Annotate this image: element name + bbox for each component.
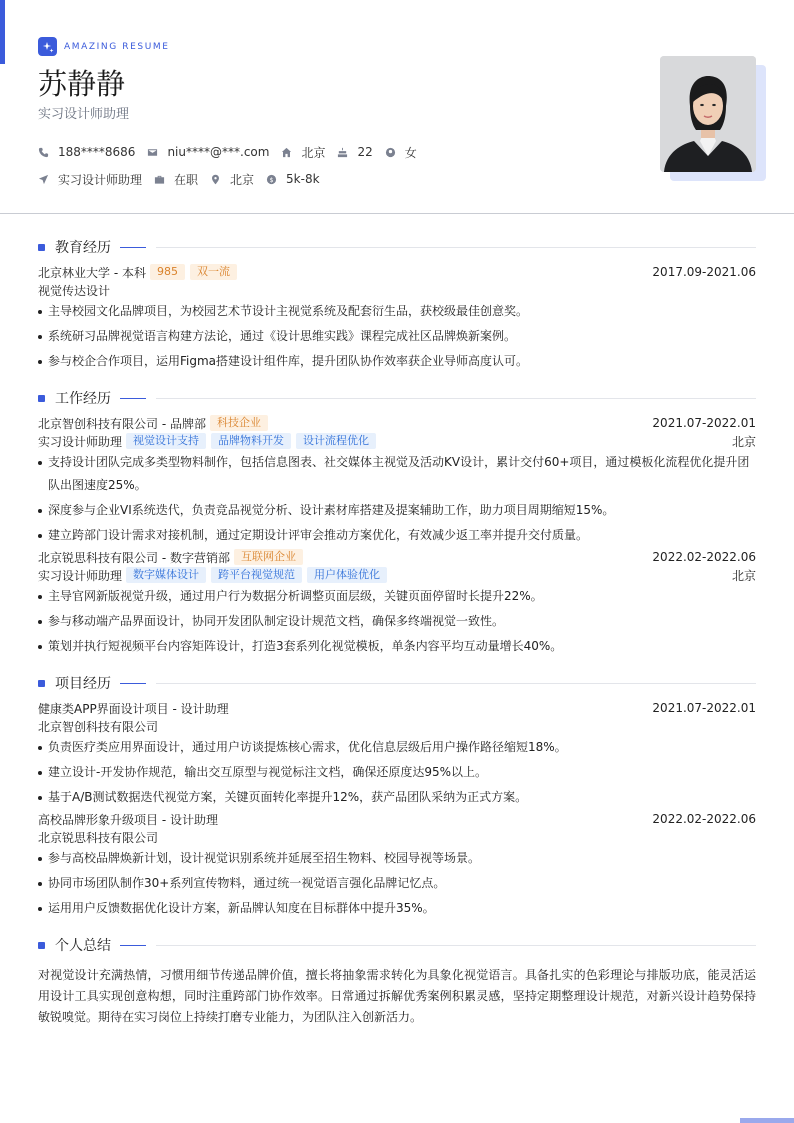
entry-date: 2022.02-2022.06 [652, 550, 756, 564]
hometown-text: 北京 [301, 145, 326, 160]
entry-city: 北京 [731, 434, 756, 449]
briefcase-icon [154, 174, 165, 185]
age-text: 22 [357, 145, 373, 159]
skill-tag: 品牌物料开发 [211, 433, 291, 449]
contact-gender [385, 144, 417, 161]
position: 实习设计师助理 [38, 568, 123, 583]
entry-date: 2017.09-2021.06 [652, 265, 756, 279]
section-marker [38, 244, 45, 251]
entry-subheader [38, 566, 756, 584]
entry-subheader [38, 717, 756, 735]
list-item: 负责医疗类应用界面设计，通过用户访谈提炼核心需求，优化信息层级后用户操作路径缩短18%。 [38, 736, 756, 759]
bullet-list [38, 736, 756, 809]
sparkle-icon [38, 37, 57, 56]
list-item: 主导校园文化品牌项目，为校园艺术节设计主视觉系统及配套衍生品，获校级最佳创意奖。 [38, 300, 756, 323]
email-text: niu****@***.com [167, 145, 270, 159]
list-item: 建立跨部门设计需求对接机制，通过定期设计评审会推动方案优化，有效减少返工率并提升交付质量。 [38, 524, 756, 547]
section-rule [156, 683, 756, 684]
candidate-name: 苏静静 [38, 67, 126, 101]
list-item: 建立设计-开发协作规范，输出交互原型与视觉标注文档，确保还原度达95%以上。 [38, 761, 756, 784]
section-heading-work [38, 386, 756, 410]
gender-icon [385, 147, 396, 158]
bullet-list [38, 300, 756, 373]
skill-tag: 视觉设计支持 [126, 433, 206, 449]
entry-header [38, 810, 756, 828]
entry-header [38, 548, 756, 566]
intent-status-text: 在职 [174, 172, 199, 187]
project-name: 健康类APP界面设计项目 - 设计助理 [38, 701, 229, 716]
skill-tag: 用户体验优化 [307, 567, 387, 583]
skill-tag: 跨平台视觉规范 [211, 567, 302, 583]
intent-city-text: 北京 [230, 172, 255, 187]
entry-city: 北京 [731, 568, 756, 583]
section-title: 项目经历 [55, 676, 111, 692]
intent-city [210, 171, 254, 188]
entry-subheader [38, 432, 756, 450]
top-accent-bar [0, 0, 5, 64]
intent-position [38, 171, 142, 188]
header-divider [0, 213, 794, 214]
section-rule [156, 247, 756, 248]
resume-body [38, 235, 756, 1028]
avatar [660, 56, 756, 172]
salary-icon [266, 174, 277, 185]
contact-phone [38, 145, 135, 159]
contact-age [337, 145, 372, 159]
position: 实习设计师助理 [38, 434, 123, 449]
company-tag: 科技企业 [210, 415, 268, 431]
home-icon [281, 147, 292, 158]
intent-salary [266, 172, 320, 186]
list-item: 主导官网新版视觉升级，通过用户行为数据分析调整页面层级，关键页面停留时长提升22%。 [38, 585, 756, 608]
section-heading-education [38, 235, 756, 259]
education-entry [38, 263, 756, 373]
svg-text:$: $ [269, 175, 274, 184]
entry-date: 2021.07-2022.01 [652, 416, 756, 430]
bullet-list [38, 585, 756, 658]
entry-date: 2022.02-2022.06 [652, 812, 756, 826]
section-rule [156, 398, 756, 399]
project-company: 北京智创科技有限公司 [38, 719, 159, 734]
resume-header [38, 37, 758, 187]
intent-position-text: 实习设计师助理 [58, 172, 143, 187]
skill-tag: 设计流程优化 [296, 433, 376, 449]
list-item: 策划并执行短视频平台内容矩阵设计，打造3套系列化视觉模板，单条内容平均互动量增长40%。 [38, 635, 756, 658]
entry-header [38, 699, 756, 717]
profile-photo-frame [660, 56, 766, 182]
section-underline [120, 945, 146, 946]
work-entry [38, 548, 756, 658]
brand [38, 37, 758, 56]
candidate-role: 实习设计师助理 [38, 107, 130, 122]
company-tag: 互联网企业 [234, 549, 303, 565]
cake-icon [337, 147, 348, 158]
bullet-list [38, 847, 756, 920]
section-title: 教育经历 [55, 240, 111, 256]
section-underline [120, 398, 146, 399]
contact-row [38, 144, 758, 160]
section-rule [156, 945, 756, 946]
phone-text: 188****8686 [58, 145, 136, 159]
entry-date: 2021.07-2022.01 [652, 701, 756, 715]
intent-status [154, 171, 198, 188]
list-item: 基于A/B测试数据迭代视觉方案，关键页面转化率提升12%，获产品团队采纳为正式方案。 [38, 786, 756, 809]
school-tag: 985 [150, 264, 185, 280]
list-item: 协同市场团队制作30+系列宣传物料，通过统一视觉语言强化品牌记忆点。 [38, 872, 756, 895]
skill-tag: 数字媒体设计 [126, 567, 206, 583]
list-item: 深度参与企业VI系统迭代，负责竞品视觉分析、设计素材库搭建及提案辅助工作，助力项目周期缩短15%。 [38, 499, 756, 522]
phone-icon [38, 147, 49, 158]
list-item: 参与移动端产品界面设计，协同开发团队制定设计规范文档，确保多终端视觉一致性。 [38, 610, 756, 633]
project-company: 北京锐思科技有限公司 [38, 830, 159, 845]
list-item: 系统研习品牌视觉语言构建方法论，通过《设计思维实践》课程完成社区品牌焕新案例。 [38, 325, 756, 348]
list-item: 支持设计团队完成多类型物料制作，包括信息图表、社交媒体主视觉及活动KV设计，累计交付60+项目，通过模板化流程优化提升团队出图速度25%。 [38, 451, 756, 497]
section-heading-summary [38, 933, 756, 957]
brand-text: AMAZING RESUME [64, 41, 170, 52]
list-item: 参与校企合作项目，运用Figma搭建设计组件库，提升团队协作效率获企业导师高度认可。 [38, 350, 756, 373]
section-title: 工作经历 [55, 391, 111, 407]
gender-text: 女 [404, 145, 417, 160]
section-marker [38, 942, 45, 949]
company-name: 北京锐思科技有限公司 - 数字营销部 [38, 550, 230, 565]
bottom-accent-bar [740, 1118, 794, 1123]
contact-email [147, 145, 269, 159]
summary-text: 对视觉设计充满热情，习惯用细节传递品牌价值，擅长将抽象需求转化为具象化视觉语言。具备扎实的色彩理论与排版功底，能灵活运用设计工具实现创意构想，同时注重跨部门协作效率。日常通过拆解优秀案例积累灵感，坚持定期整理设计规范，对新兴设计趋势保持敏锐嗅觉。期待在实习岗位上持续打磨专业能力，为团队注入创新活力。 [38, 968, 756, 1024]
send-icon [38, 174, 49, 185]
section-underline [120, 683, 146, 684]
project-entry [38, 810, 756, 920]
list-item: 运用用户反馈数据优化设计方案，新品牌认知度在目标群体中提升35%。 [38, 897, 756, 920]
school-tag: 双一流 [190, 264, 237, 280]
major: 视觉传达设计 [38, 283, 111, 298]
list-item: 参与高校品牌焕新计划，设计视觉识别系统并延展至招生物料、校园导视等场景。 [38, 847, 756, 870]
intent-row [38, 171, 758, 187]
entry-subheader [38, 828, 756, 846]
company-name: 北京智创科技有限公司 - 品牌部 [38, 416, 206, 431]
mail-icon [147, 147, 158, 158]
entry-subheader [38, 281, 756, 299]
contact-hometown [281, 144, 325, 161]
school-name: 北京林业大学 - 本科 [38, 265, 146, 280]
section-underline [120, 247, 146, 248]
section-title: 个人总结 [55, 938, 111, 954]
project-name: 高校品牌形象升级项目 - 设计助理 [38, 812, 218, 827]
project-entry [38, 699, 756, 809]
entry-header [38, 414, 756, 432]
bullet-list [38, 451, 756, 547]
section-marker [38, 680, 45, 687]
section-marker [38, 395, 45, 402]
section-heading-projects [38, 671, 756, 695]
location-icon [210, 174, 221, 185]
intent-salary-text: 5k-8k [286, 172, 320, 186]
work-entry [38, 414, 756, 547]
entry-header [38, 263, 756, 281]
